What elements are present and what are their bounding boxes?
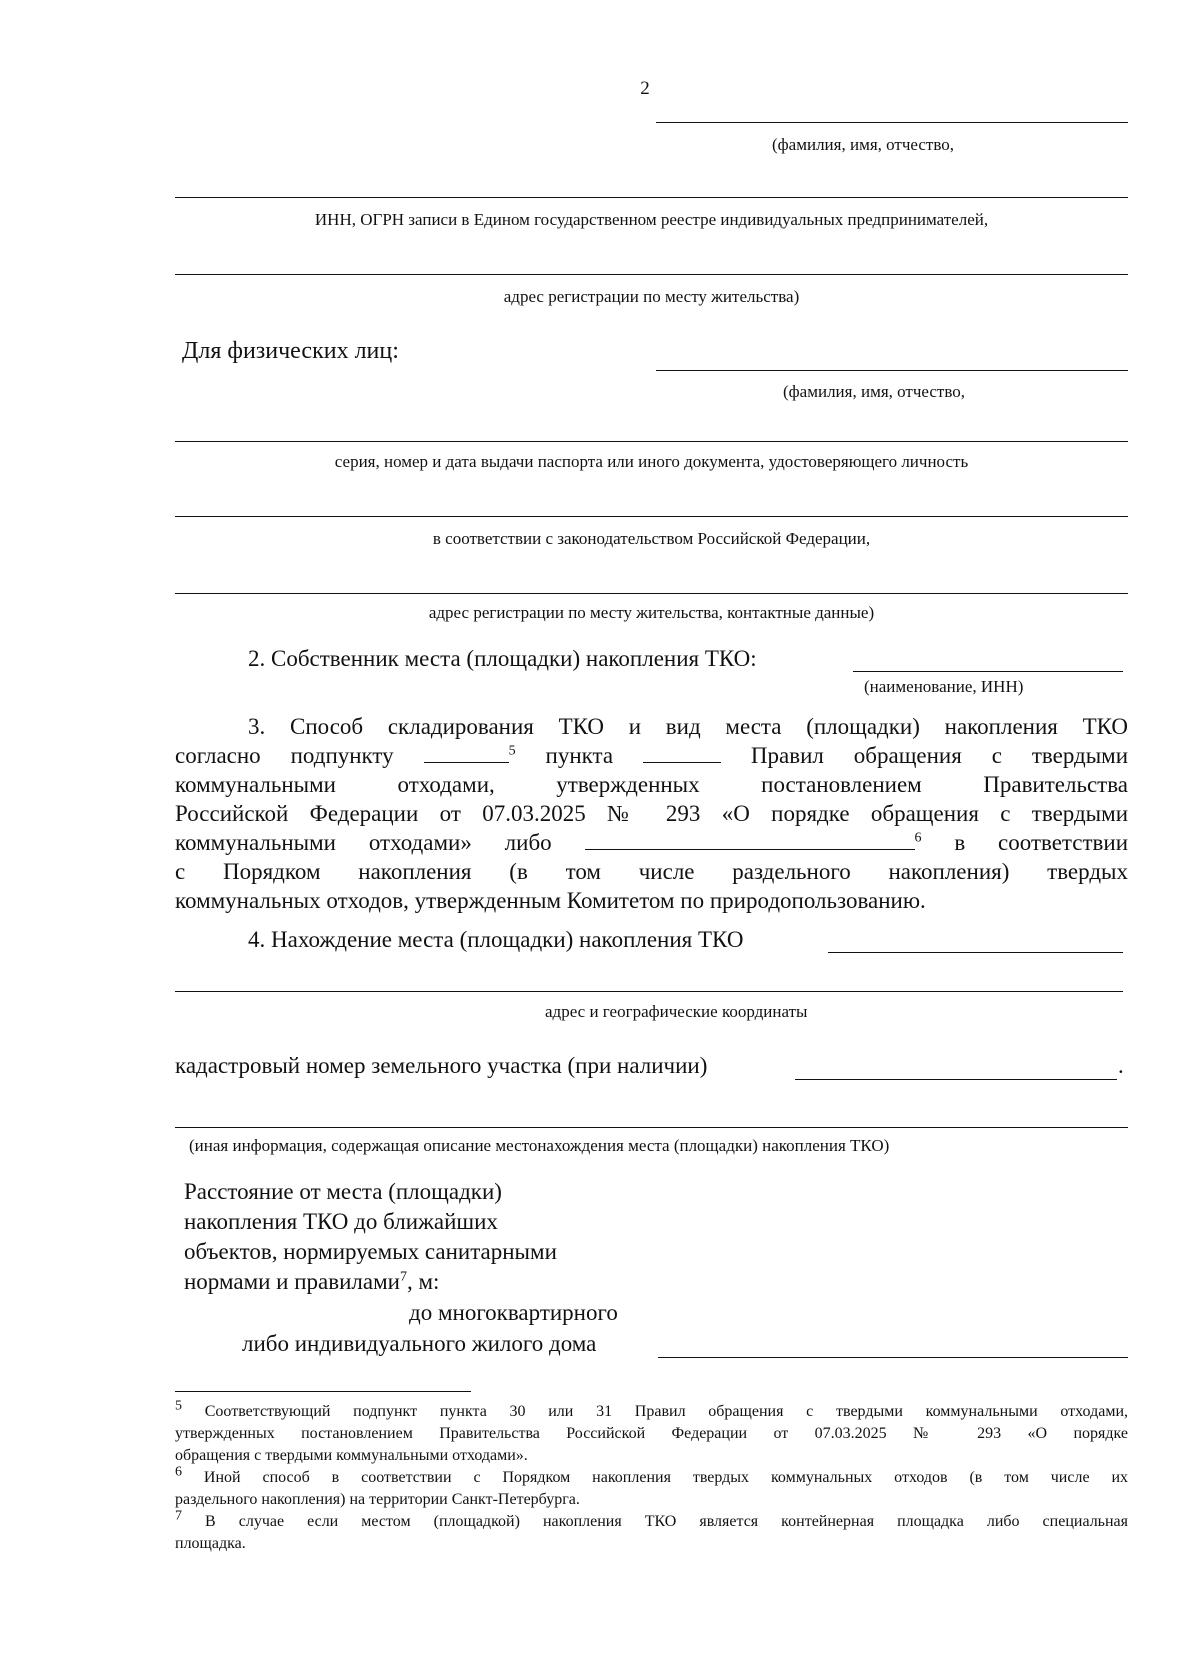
location-entry-line[interactable] bbox=[828, 952, 1123, 953]
cadastral-entry-line[interactable] bbox=[795, 1079, 1117, 1080]
law-entry-line[interactable] bbox=[175, 516, 1128, 517]
item4-location: 4. Нахождение места (площадки) накопления ТКО bbox=[248, 927, 744, 952]
item3-line2-b: пункта bbox=[545, 743, 614, 768]
individual-fio-entry-line[interactable] bbox=[656, 370, 1128, 371]
item3-line1: 3. Способ складирования ТКО и вид места (площадки) накопления ТКО bbox=[248, 714, 1128, 739]
caption-passport: серия, номер и дата выдачи паспорта или иного документа, удостоверяющего личность bbox=[334, 452, 969, 471]
caption-fio: (фамилия, имя, отчество, bbox=[772, 135, 955, 154]
footnote-5-line3: обращения с твердыми коммунальными отходами». bbox=[175, 1447, 528, 1464]
house-line2: либо индивидуального жилого дома bbox=[242, 1331, 597, 1356]
cadastral-period: . bbox=[1118, 1053, 1124, 1078]
item3-line2-a: согласно подпункту bbox=[175, 743, 394, 768]
caption-law: в соответствии с законодательством Российской Федерации, bbox=[432, 529, 871, 548]
footnote-6-line1 bbox=[175, 1464, 1129, 1489]
footnote-5-line1 bbox=[175, 1398, 1128, 1423]
distance-line2: накопления ТКО до ближайших bbox=[184, 1209, 498, 1234]
item3-line6: с Порядком накопления (в том числе раздельного накопления) твердых bbox=[175, 859, 1128, 884]
caption-owner: (наименование, ИНН) bbox=[864, 677, 1024, 696]
footnote-5-text-1: Соответствующий подпункт пункта 30 или 31 Правил обращения с твердыми коммунальными отходами, bbox=[204, 1403, 1128, 1420]
distance-entry-line[interactable] bbox=[658, 1357, 1128, 1358]
footnote-7-text-1: В случае если местом (площадкой) накопления ТКО является контейнерная площадка либо специальная bbox=[205, 1513, 1128, 1530]
subpoint-entry-blank[interactable] bbox=[424, 742, 509, 763]
caption-coordinates: адрес и географические координаты bbox=[545, 1002, 808, 1021]
item3-line3: коммунальными отходами, утвержденных постановлением Правительства bbox=[175, 772, 1128, 797]
page-number: 2 bbox=[640, 78, 650, 99]
item2-owner: 2. Собственник места (площадки) накопления ТКО: bbox=[248, 646, 757, 671]
other-method-entry-blank[interactable] bbox=[585, 829, 915, 850]
caption-address: адрес регистрации по месту жительства) bbox=[503, 287, 800, 306]
other-info-entry-line[interactable] bbox=[175, 1127, 1128, 1128]
footnote-6-mark: 6 bbox=[175, 1464, 182, 1480]
item3-line2-c: Правил обращения с твердыми bbox=[750, 743, 1129, 768]
house-line1: до многоквартирного bbox=[409, 1300, 618, 1325]
caption-contacts: адрес регистрации по месту жительства, контактные данные) bbox=[428, 603, 875, 622]
footnote-5-mark: 5 bbox=[175, 1398, 182, 1414]
distance-line1: Расстояние от места (площадки) bbox=[184, 1179, 502, 1204]
footnote-ref-7: 7 bbox=[399, 1269, 407, 1285]
footnote-7-line2: площадка. bbox=[175, 1535, 246, 1552]
footnote-6-line2: раздельного накопления) на территории Санкт-Петербурга. bbox=[175, 1491, 580, 1508]
footnote-ref-5: 5 bbox=[508, 743, 516, 759]
fio-entry-line[interactable] bbox=[656, 122, 1128, 123]
item3-line5 bbox=[175, 828, 1128, 857]
location-entry-line-2[interactable] bbox=[175, 991, 1123, 992]
caption-other-info: (иная информация, содержащая описание местонахождения места (площадки) накопления ТКО) bbox=[189, 1136, 890, 1155]
distance-line4-end: , м: bbox=[406, 1269, 440, 1294]
individuals-heading: Для физических лиц: bbox=[182, 338, 399, 364]
caption-individual-fio: (фамилия, имя, отчество, bbox=[783, 382, 966, 401]
footnote-5-line2: утвержденных постановлением Правительства Российской Федерации от 07.03.2025 № 293 «О порядке bbox=[175, 1425, 1128, 1442]
address-entry-line[interactable] bbox=[175, 274, 1128, 275]
item3-line7: коммунальных отходов, утвержденным Комитетом по природопользованию. bbox=[175, 888, 926, 913]
footnote-7-line1 bbox=[175, 1508, 1128, 1533]
item3-line2 bbox=[175, 741, 1128, 770]
footnote-6-text-1: Иной способ в соответствии с Порядком накопления твердых коммунальных отходов (в том числе их bbox=[203, 1469, 1129, 1486]
item3-line5-a: коммунальными отходами» либо bbox=[175, 830, 552, 855]
inn-entry-line[interactable] bbox=[175, 197, 1128, 198]
passport-entry-line[interactable] bbox=[175, 441, 1128, 442]
footnote-ref-6: 6 bbox=[914, 830, 922, 846]
cadastral-label: кадастровый номер земельного участка (при наличии) bbox=[175, 1053, 708, 1078]
item3-line5-b: в соответствии bbox=[954, 830, 1129, 855]
item3-line4: Российской Федерации от 07.03.2025 № 293 «О порядке обращения с твердыми bbox=[175, 801, 1128, 826]
contacts-entry-line[interactable] bbox=[175, 593, 1128, 594]
distance-line4-text: нормами и правилами bbox=[184, 1269, 400, 1294]
point-entry-blank[interactable] bbox=[643, 742, 721, 763]
owner-entry-line[interactable] bbox=[853, 671, 1123, 672]
distance-line4 bbox=[184, 1268, 439, 1296]
caption-inn-ogrn: ИНН, ОГРН записи в Едином государственном реестре индивидуальных предпринимателей, bbox=[314, 210, 989, 229]
footnote-7-mark: 7 bbox=[175, 1508, 182, 1524]
footnote-separator bbox=[175, 1391, 471, 1392]
distance-line3: объектов, нормируемых санитарными bbox=[184, 1239, 557, 1264]
